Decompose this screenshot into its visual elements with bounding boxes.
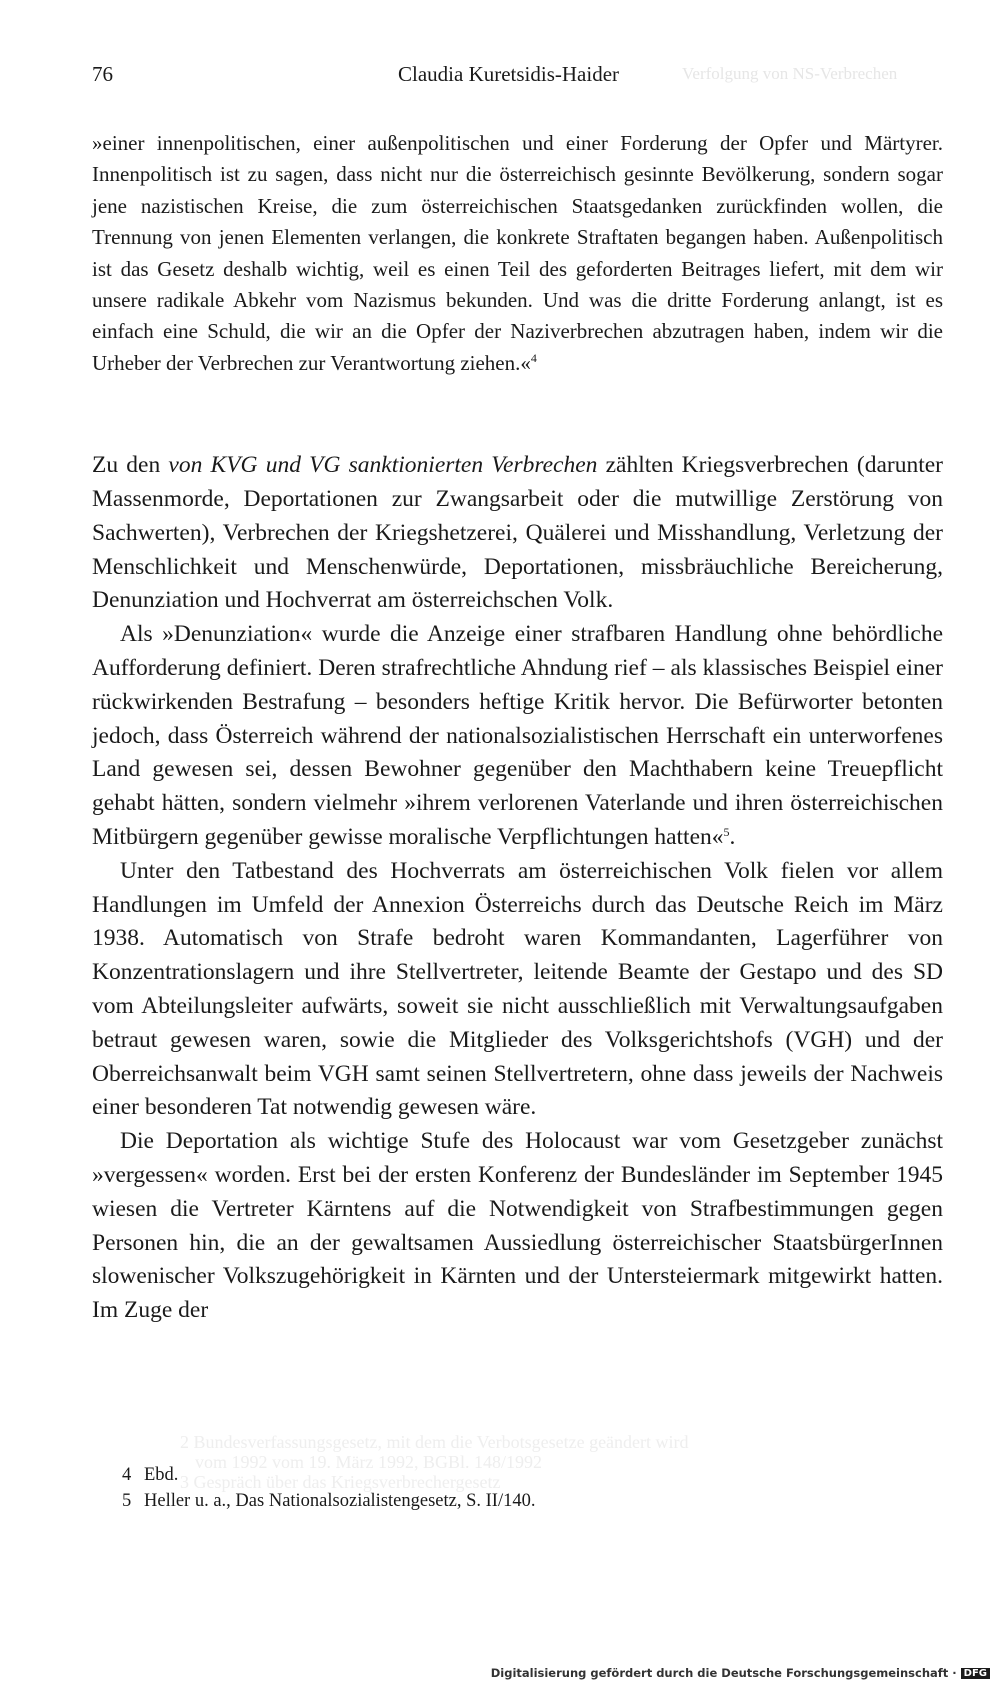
running-head: Claudia Kuretsidis-Haider (398, 62, 620, 86)
footnote-marker: 4 (530, 350, 537, 365)
dfg-logo: DFG (961, 1668, 990, 1679)
footnote (122, 1488, 535, 1514)
paragraph-text: . (729, 824, 736, 851)
footnote-marker: 5 (723, 825, 730, 840)
paragraph-text: Zu den (92, 452, 169, 479)
paragraph: Unter den Tatbestand des Hochverrats am österreichischen Volk fielen vor allem Handlungen im Umfeld der Annexion Österreichs durch das Deutsche Reich im März 1938. Automatisch von Strafe bedroht waren Kommandanten, Lagerführer von Konzentrationslagern und ihre Stellvertreter, leitende Beamte der Gestapo und des SD vom Abteilungsleiter aufwärts, soweit sie nicht ausschließlich mit Verwaltungsaufgaben betraut gewesen waren, sowie die Mitglieder des Volksgerichtshofs (VGH) und der Oberreichsanwalt beim VGH samt seinen Stellvertretern, ohne dass jeweils der Nachweis einer besonderen Tat notwendig gewesen wäre. (92, 857, 943, 1121)
bleed-through-line: 3 Gespräch über das Kriegsverbrechergesetz (180, 1472, 501, 1492)
bleed-through-head: Verfolgung von NS-Verbrechen (682, 64, 898, 83)
footnotes (122, 1462, 535, 1514)
page-number: 76 (92, 62, 113, 86)
footnote (122, 1462, 535, 1488)
paragraph-text: Als »Denunziation« wurde die Anzeige einer strafbaren Handlung ohne behördliche Aufforderung definiert. Deren strafrechtliche Ahndung rief – als klassisches Beispiel einer rückwirkenden Bestrafung – besonders heftige Kritik hervor. Die Befürworter betonten jedoch, dass Österreich während der nationalsozialistischen Herrschaft ein unterworfenes Land gewesen sei, dessen Bewohner gegenüber den Machthabern keine Treuepflicht gehabt hätten, sondern vielmehr »ihrem verlorenen Vaterlande und ihren österreichischen Mitbürgern gegenüber gewisse moralische Verpflichtungen hatten« (92, 621, 943, 851)
page-header (92, 62, 940, 92)
footnote-text: Ebd. (144, 1465, 179, 1485)
paragraph-text: zählten Kriegsverbrechen (darunter Massenmorde, Deportationen zur Zwangsarbeit oder die mutwillige Zerstörung von Sachwerten), Verbrechen der Kriegshetzerei, Quälerei und Misshandlung, Verletzung der Menschlichkeit und Menschenwürde, Deportationen, missbräuchliche Bereicherung, Denunziation und Hochverrat am österreichschen Volk. (92, 452, 943, 614)
paragraph (92, 449, 943, 618)
digitization-credit: Digitalisierung gefördert durch die Deutsche Forschungsgemeinschaft · DFG (491, 1666, 990, 1680)
quote-text: »einer innenpolitischen, einer außenpolitischen und einer Forderung der Opfer und Märtyrer. Innenpolitisch ist zu sagen, dass nicht nur die österreichisch gesinnte Bevölkerung, sondern sogar jene nazistischen Kreise, die zum österreichischen Staatsgedanken zurückfinden wollen, die Trennung von jenen Elementen verlangen, die konkrete Straftaten begangen haben. Außenpolitisch ist das Gesetz deshalb wichtig, weil es einen Teil des geforderten Beitrages liefert, mit dem wir unsere radikale Abkehr vom Nazismus bekunden. Und was die dritte Forderung anlangt, ist es einfach eine Schuld, die wir an die Opfer der Naziverbrechen abzutragen haben, indem wir die Urheber der Verbrechen zur Verantwortung ziehen.« (92, 131, 943, 375)
block-quote (92, 128, 943, 379)
emphasis-text: von KVG und VG sanktionierten Verbrechen (168, 452, 598, 479)
credit-text: Digitalisierung gefördert durch die Deutsche Forschungsgemeinschaft (490, 1666, 949, 1680)
paragraph (92, 618, 943, 855)
footnote-text: Heller u. a., Das Nationalsozialistengesetz, S. II/140. (144, 1491, 536, 1511)
bleed-through-line: 2 Bundesverfassungsgesetz, mit dem die Verbotsgesetze geändert wird (180, 1432, 689, 1452)
section-gap (92, 379, 943, 449)
footnote-number: 5 (122, 1491, 132, 1511)
bleed-through-line: vom 1992 vom 19. März 1992, BGBl. 148/1992 (195, 1452, 542, 1472)
paragraph: Die Deportation als wichtige Stufe des Holocaust war vom Gesetzgeber zunächst »vergessen« worden. Erst bei der ersten Konferenz der Bundesländer im September 1945 wiesen die Vertreter Kärntens auf die Notwendigkeit von Strafbestimmungen gegen Personen hin, die an der gewaltsamen Aussiedlung österreichischer StaatsbürgerInnen slowenischer Volkszugehörigkeit in Kärnten und der Untersteiermark mitgewirkt hatten. Im Zuge der (92, 1128, 943, 1324)
main-text (92, 128, 943, 1328)
footnote-number: 4 (122, 1465, 132, 1485)
